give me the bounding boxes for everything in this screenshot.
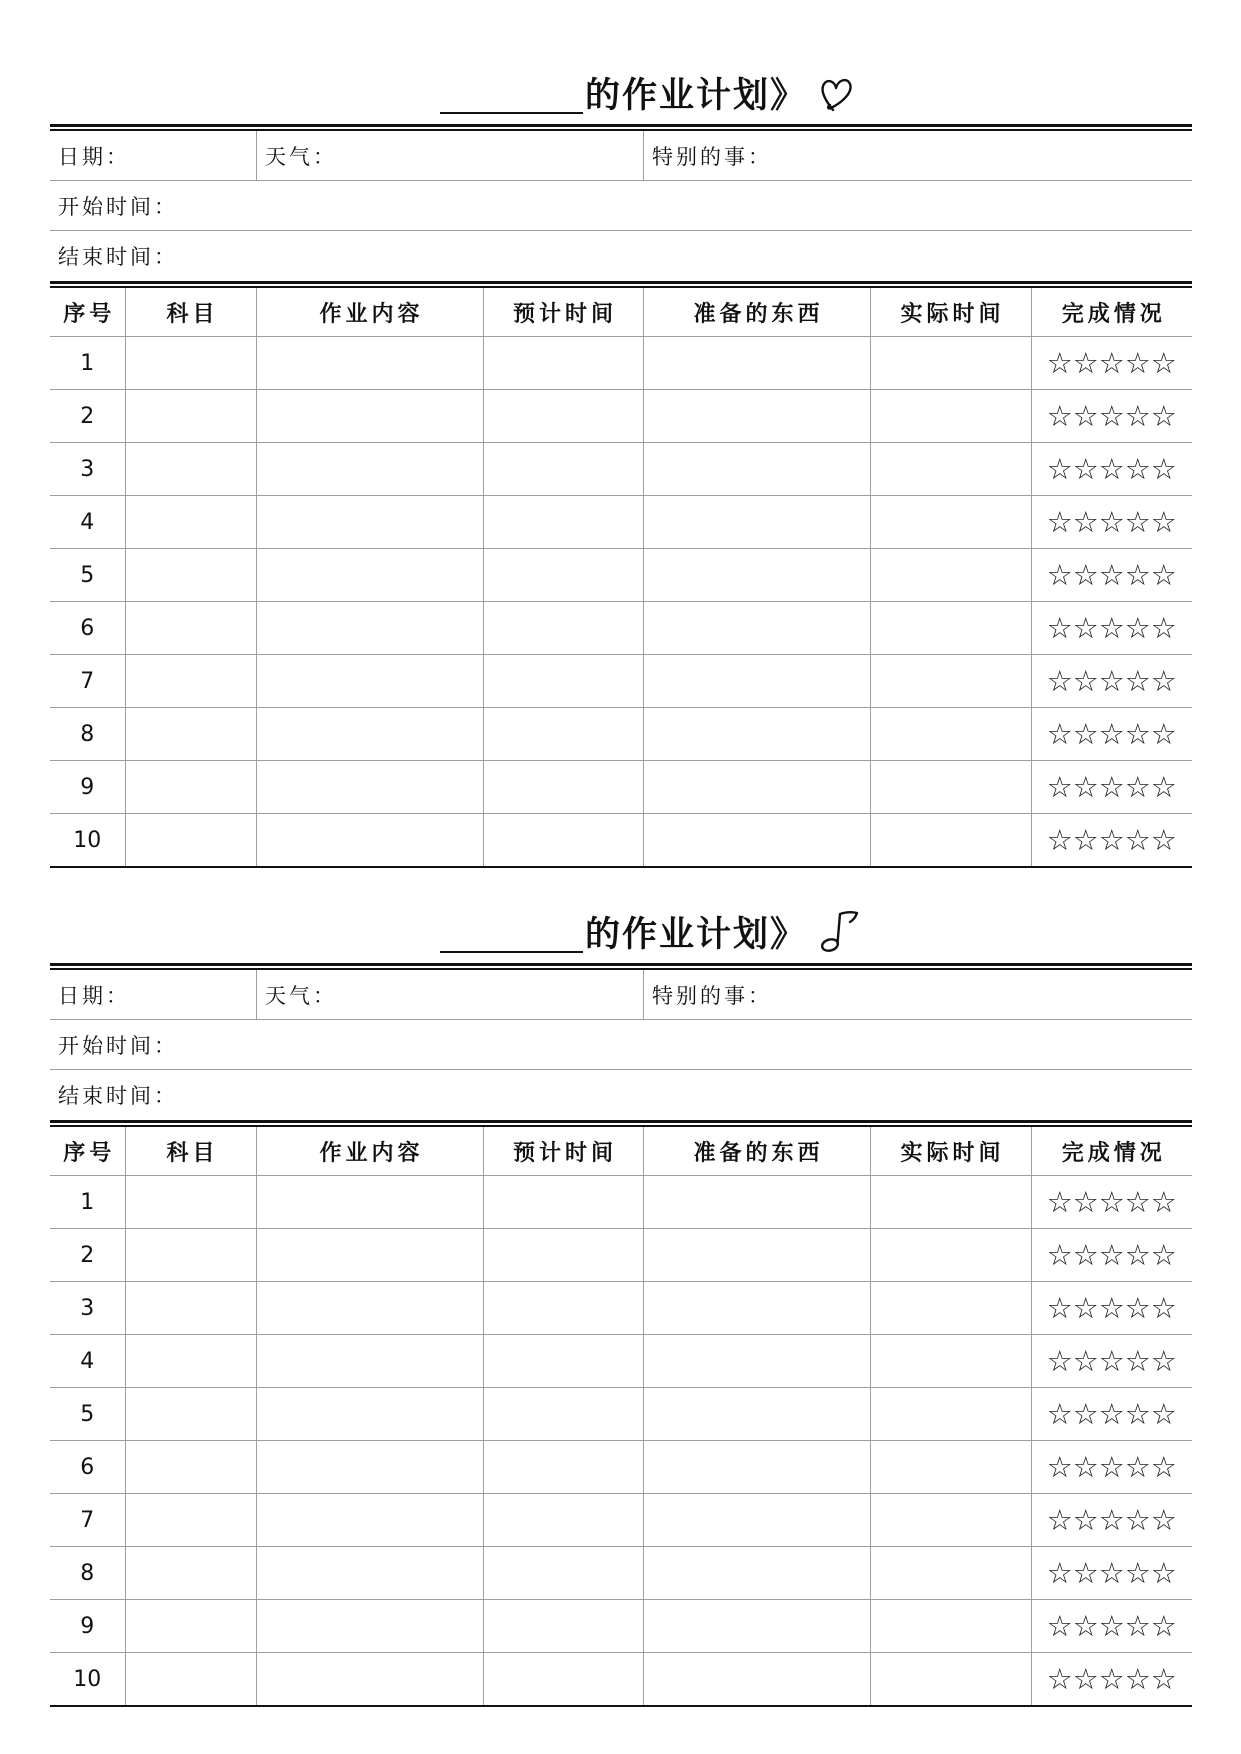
cell-subject bbox=[125, 1653, 256, 1707]
info-row-start bbox=[50, 1020, 1192, 1070]
header-content: 作业内容 bbox=[256, 1127, 483, 1176]
rating-stars: ☆☆☆☆☆ bbox=[1031, 1335, 1192, 1388]
rating-stars: ☆☆☆☆☆ bbox=[1031, 655, 1192, 708]
plan-sheet bbox=[50, 68, 1192, 868]
cell-subject bbox=[125, 1547, 256, 1600]
cell-number: 7 bbox=[50, 1494, 125, 1547]
cell-number: 9 bbox=[50, 761, 125, 814]
cell-actual-time bbox=[870, 1229, 1031, 1282]
cell-materials bbox=[643, 1494, 870, 1547]
cell-materials bbox=[643, 1335, 870, 1388]
rating-stars: ☆☆☆☆☆ bbox=[1031, 1547, 1192, 1600]
cell-number: 5 bbox=[50, 1388, 125, 1441]
header-actual-time: 实际时间 bbox=[870, 288, 1031, 337]
cell-subject bbox=[125, 761, 256, 814]
cell-subject bbox=[125, 1176, 256, 1229]
cell-content bbox=[256, 1229, 483, 1282]
cell-subject bbox=[125, 1494, 256, 1547]
cell-number: 4 bbox=[50, 1335, 125, 1388]
table-row bbox=[50, 602, 1192, 655]
cell-actual-time bbox=[870, 1441, 1031, 1494]
special-event-label: 特别的事： bbox=[643, 970, 1192, 1019]
table-body bbox=[50, 1176, 1192, 1707]
double-rule bbox=[50, 124, 1192, 131]
cell-actual-time bbox=[870, 1547, 1031, 1600]
cell-number: 6 bbox=[50, 602, 125, 655]
rating-stars: ☆☆☆☆☆ bbox=[1031, 602, 1192, 655]
cell-actual-time bbox=[870, 708, 1031, 761]
cell-materials bbox=[643, 496, 870, 549]
info-row-date bbox=[50, 131, 1192, 181]
cell-subject bbox=[125, 443, 256, 496]
cell-estimated-time bbox=[483, 708, 643, 761]
cell-materials bbox=[643, 549, 870, 602]
cell-number: 7 bbox=[50, 655, 125, 708]
cell-estimated-time bbox=[483, 1547, 643, 1600]
rating-stars: ☆☆☆☆☆ bbox=[1031, 1388, 1192, 1441]
rating-stars: ☆☆☆☆☆ bbox=[1031, 814, 1192, 868]
cell-subject bbox=[125, 390, 256, 443]
info-row-date bbox=[50, 970, 1192, 1020]
cell-subject bbox=[125, 496, 256, 549]
cell-materials bbox=[643, 1229, 870, 1282]
table-row bbox=[50, 1335, 1192, 1388]
weather-label: 天气： bbox=[256, 131, 643, 180]
header-subject: 科目 bbox=[125, 1127, 256, 1176]
table-row bbox=[50, 655, 1192, 708]
cell-actual-time bbox=[870, 655, 1031, 708]
double-rule bbox=[50, 1120, 1192, 1127]
cell-estimated-time bbox=[483, 814, 643, 868]
header-materials: 准备的东西 bbox=[643, 1127, 870, 1176]
cell-estimated-time bbox=[483, 1441, 643, 1494]
cell-materials bbox=[643, 1547, 870, 1600]
cell-content bbox=[256, 1547, 483, 1600]
header-subject: 科目 bbox=[125, 288, 256, 337]
cell-estimated-time bbox=[483, 1494, 643, 1547]
cell-estimated-time bbox=[483, 1229, 643, 1282]
cell-number: 5 bbox=[50, 549, 125, 602]
plan-sheet bbox=[50, 907, 1192, 1707]
cell-content bbox=[256, 655, 483, 708]
end-time-label: 结束时间： bbox=[58, 1084, 178, 1108]
cell-estimated-time bbox=[483, 496, 643, 549]
cell-estimated-time bbox=[483, 655, 643, 708]
cell-number: 8 bbox=[50, 708, 125, 761]
cell-actual-time bbox=[870, 390, 1031, 443]
cell-materials bbox=[643, 443, 870, 496]
cell-estimated-time bbox=[483, 549, 643, 602]
cell-actual-time bbox=[870, 1494, 1031, 1547]
cell-actual-time bbox=[870, 337, 1031, 390]
rating-stars: ☆☆☆☆☆ bbox=[1031, 443, 1192, 496]
cell-subject bbox=[125, 1335, 256, 1388]
cell-estimated-time bbox=[483, 390, 643, 443]
cell-subject bbox=[125, 549, 256, 602]
cell-materials bbox=[643, 655, 870, 708]
table-row bbox=[50, 1176, 1192, 1229]
cell-number: 2 bbox=[50, 390, 125, 443]
rating-stars: ☆☆☆☆☆ bbox=[1031, 1653, 1192, 1707]
homework-table bbox=[50, 288, 1192, 868]
cell-actual-time bbox=[870, 1282, 1031, 1335]
cell-content bbox=[256, 1282, 483, 1335]
cell-materials bbox=[643, 337, 870, 390]
cell-actual-time bbox=[870, 549, 1031, 602]
table-row bbox=[50, 761, 1192, 814]
homework-table bbox=[50, 1127, 1192, 1707]
cell-subject bbox=[125, 1441, 256, 1494]
cell-estimated-time bbox=[483, 1176, 643, 1229]
cell-content bbox=[256, 1494, 483, 1547]
header-materials: 准备的东西 bbox=[643, 288, 870, 337]
cell-number: 2 bbox=[50, 1229, 125, 1282]
info-row-start bbox=[50, 181, 1192, 231]
heart-icon bbox=[819, 74, 853, 114]
cell-estimated-time bbox=[483, 1282, 643, 1335]
cell-number: 3 bbox=[50, 443, 125, 496]
cell-estimated-time bbox=[483, 602, 643, 655]
cell-subject bbox=[125, 1388, 256, 1441]
cell-content bbox=[256, 761, 483, 814]
cell-subject bbox=[125, 602, 256, 655]
cell-actual-time bbox=[870, 814, 1031, 868]
start-time-label: 开始时间： bbox=[58, 194, 178, 219]
table-row bbox=[50, 708, 1192, 761]
cell-content bbox=[256, 443, 483, 496]
cell-number: 1 bbox=[50, 1176, 125, 1229]
table-row bbox=[50, 549, 1192, 602]
rating-stars: ☆☆☆☆☆ bbox=[1031, 1441, 1192, 1494]
cell-number: 9 bbox=[50, 1600, 125, 1653]
cell-content bbox=[256, 1441, 483, 1494]
header-estimated-time: 预计时间 bbox=[483, 288, 643, 337]
table-row bbox=[50, 1600, 1192, 1653]
cell-actual-time bbox=[870, 443, 1031, 496]
header-estimated-time: 预计时间 bbox=[483, 1127, 643, 1176]
name-blank-line bbox=[440, 917, 583, 953]
rating-stars: ☆☆☆☆☆ bbox=[1031, 708, 1192, 761]
info-row-end bbox=[50, 231, 1192, 281]
cell-content bbox=[256, 1388, 483, 1441]
cell-content bbox=[256, 814, 483, 868]
cell-number: 10 bbox=[50, 814, 125, 868]
cell-materials bbox=[643, 1441, 870, 1494]
music-note-icon bbox=[819, 909, 859, 953]
cell-estimated-time bbox=[483, 1653, 643, 1707]
cell-content bbox=[256, 602, 483, 655]
cell-content bbox=[256, 1653, 483, 1707]
cell-content bbox=[256, 337, 483, 390]
cell-actual-time bbox=[870, 1176, 1031, 1229]
cell-actual-time bbox=[870, 1653, 1031, 1707]
cell-actual-time bbox=[870, 496, 1031, 549]
table-header-row bbox=[50, 1127, 1192, 1176]
weather-label: 天气： bbox=[256, 970, 643, 1019]
cell-actual-time bbox=[870, 602, 1031, 655]
rating-stars: ☆☆☆☆☆ bbox=[1031, 1282, 1192, 1335]
cell-content bbox=[256, 390, 483, 443]
cell-materials bbox=[643, 602, 870, 655]
cell-number: 4 bbox=[50, 496, 125, 549]
cell-number: 3 bbox=[50, 1282, 125, 1335]
end-time-label: 结束时间： bbox=[58, 245, 178, 269]
cell-content bbox=[256, 1335, 483, 1388]
table-row bbox=[50, 337, 1192, 390]
cell-actual-time bbox=[870, 1600, 1031, 1653]
cell-content bbox=[256, 549, 483, 602]
start-time-label: 开始时间： bbox=[58, 1033, 178, 1058]
cell-subject bbox=[125, 1282, 256, 1335]
table-row bbox=[50, 1282, 1192, 1335]
cell-content bbox=[256, 1600, 483, 1653]
table-row bbox=[50, 443, 1192, 496]
plan-title-text: 的作业计划》 bbox=[585, 915, 808, 955]
cell-estimated-time bbox=[483, 1388, 643, 1441]
date-label: 日期： bbox=[58, 144, 130, 169]
special-event-label: 特别的事： bbox=[643, 131, 1192, 180]
header-actual-time: 实际时间 bbox=[870, 1127, 1031, 1176]
cell-subject bbox=[125, 708, 256, 761]
cell-estimated-time bbox=[483, 1600, 643, 1653]
cell-estimated-time bbox=[483, 443, 643, 496]
table-row bbox=[50, 1494, 1192, 1547]
cell-estimated-time bbox=[483, 761, 643, 814]
table-body bbox=[50, 337, 1192, 868]
header-content: 作业内容 bbox=[256, 288, 483, 337]
table-row bbox=[50, 814, 1192, 868]
cell-actual-time bbox=[870, 761, 1031, 814]
cell-subject bbox=[125, 1229, 256, 1282]
cell-materials bbox=[643, 390, 870, 443]
cell-subject bbox=[125, 655, 256, 708]
rating-stars: ☆☆☆☆☆ bbox=[1031, 761, 1192, 814]
plan-title-text: 的作业计划》 bbox=[585, 76, 808, 116]
rating-stars: ☆☆☆☆☆ bbox=[1031, 337, 1192, 390]
cell-subject bbox=[125, 1600, 256, 1653]
double-rule bbox=[50, 281, 1192, 288]
rating-stars: ☆☆☆☆☆ bbox=[1031, 1494, 1192, 1547]
cell-number: 1 bbox=[50, 337, 125, 390]
cell-materials bbox=[643, 1600, 870, 1653]
cell-materials bbox=[643, 1282, 870, 1335]
rating-stars: ☆☆☆☆☆ bbox=[1031, 390, 1192, 443]
cell-content bbox=[256, 496, 483, 549]
date-label: 日期： bbox=[58, 983, 130, 1008]
rating-stars: ☆☆☆☆☆ bbox=[1031, 1600, 1192, 1653]
cell-materials bbox=[643, 1388, 870, 1441]
info-row-end bbox=[50, 1070, 1192, 1120]
cell-actual-time bbox=[870, 1388, 1031, 1441]
cell-content bbox=[256, 708, 483, 761]
table-row bbox=[50, 1547, 1192, 1600]
name-blank-line bbox=[440, 78, 583, 114]
cell-materials bbox=[643, 1653, 870, 1707]
header-number: 序号 bbox=[50, 288, 125, 337]
table-row bbox=[50, 390, 1192, 443]
cell-materials bbox=[643, 761, 870, 814]
table-row bbox=[50, 496, 1192, 549]
rating-stars: ☆☆☆☆☆ bbox=[1031, 1229, 1192, 1282]
header-completion: 完成情况 bbox=[1031, 288, 1192, 337]
cell-subject bbox=[125, 814, 256, 868]
plan-title bbox=[50, 68, 1192, 124]
plan-title bbox=[50, 907, 1192, 963]
header-number: 序号 bbox=[50, 1127, 125, 1176]
cell-number: 8 bbox=[50, 1547, 125, 1600]
table-row bbox=[50, 1229, 1192, 1282]
cell-materials bbox=[643, 814, 870, 868]
table-header-row bbox=[50, 288, 1192, 337]
cell-content bbox=[256, 1176, 483, 1229]
cell-subject bbox=[125, 337, 256, 390]
cell-number: 6 bbox=[50, 1441, 125, 1494]
cell-estimated-time bbox=[483, 337, 643, 390]
table-row bbox=[50, 1653, 1192, 1707]
cell-actual-time bbox=[870, 1335, 1031, 1388]
rating-stars: ☆☆☆☆☆ bbox=[1031, 1176, 1192, 1229]
rating-stars: ☆☆☆☆☆ bbox=[1031, 549, 1192, 602]
cell-estimated-time bbox=[483, 1335, 643, 1388]
table-row bbox=[50, 1388, 1192, 1441]
rating-stars: ☆☆☆☆☆ bbox=[1031, 496, 1192, 549]
cell-materials bbox=[643, 708, 870, 761]
double-rule bbox=[50, 963, 1192, 970]
header-completion: 完成情况 bbox=[1031, 1127, 1192, 1176]
cell-materials bbox=[643, 1176, 870, 1229]
cell-number: 10 bbox=[50, 1653, 125, 1707]
table-row bbox=[50, 1441, 1192, 1494]
